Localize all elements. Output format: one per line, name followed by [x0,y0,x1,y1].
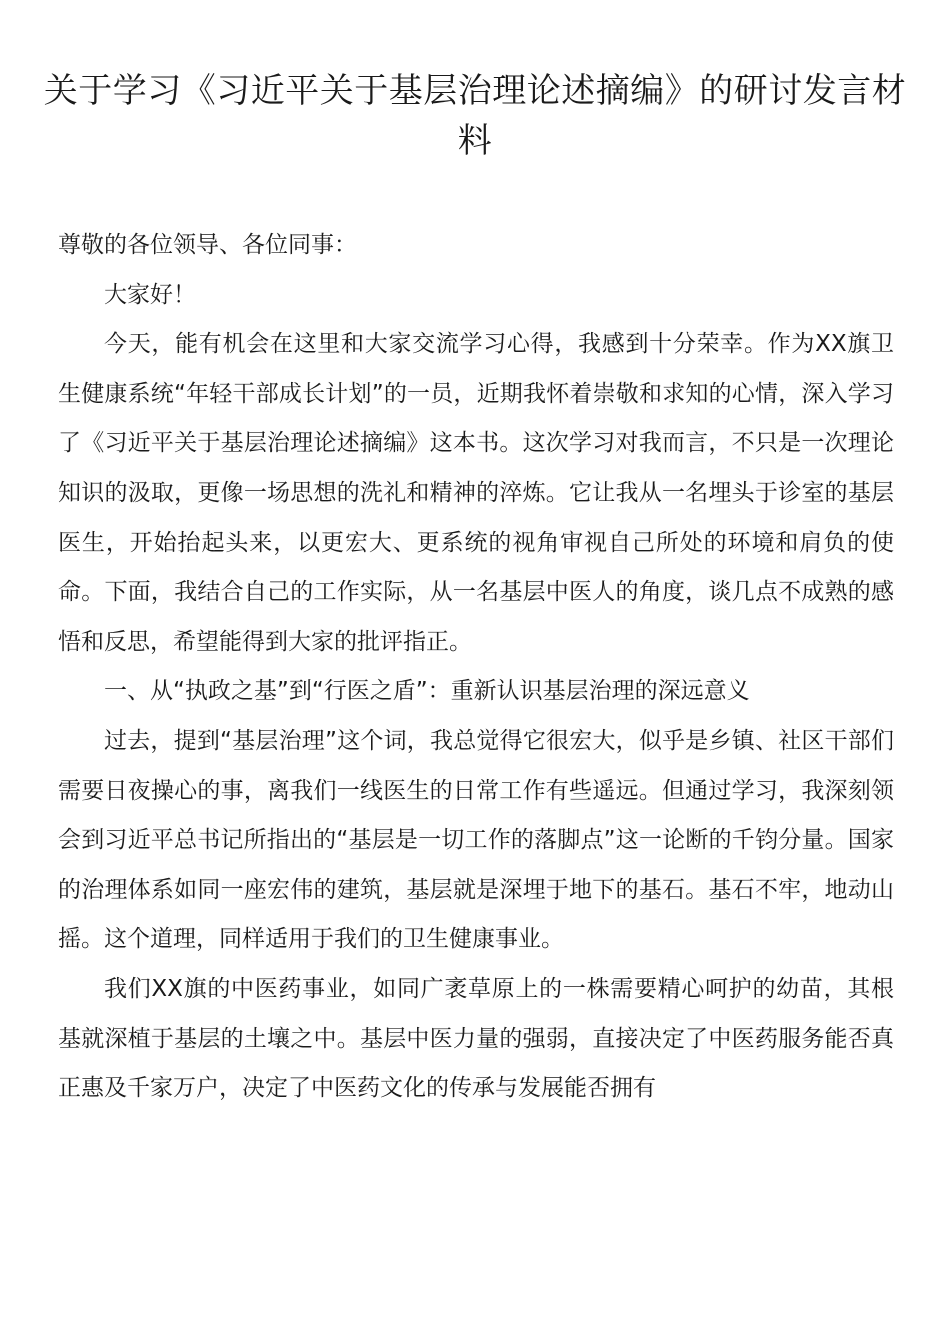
section-heading-1: 一、从“执政之基”到“行医之盾”：重新认识基层治理的深远意义 [104,678,750,705]
paragraph-section-1: 过去，提到“基层治理”这个词，我总觉得它很宏大，似乎是乡镇、社区干部们需要日夜操心的事，离我们一线医生的日常工作有些遥远。但通过学习，我深刻领会到习近平总书记所指出的“基层是一切工作的落脚点”这一论断的千钧分量。国家的治理体系如同一座宏伟的建筑，基层就是深埋于地下的基石。基石不牢，地动山摇。这个道理，同样适用于我们的卫生健康事业。 [58,727,894,953]
greeting: 大家好！ [104,281,196,308]
paragraph-intro: 今天，能有机会在这里和大家交流学习心得，我感到十分荣幸。作为XX旗卫生健康系统“年轻干部成长计划”的一员，近期我怀着崇敬和求知的心情，深入学习了《习近平关于基层治理论述摘编》这本书。这次学习对我而言，不只是一次理论知识的汲取，更像一场思想的洗礼和精神的淬炼。它让我从一名埋头于诊室的基层医生，开始抬起头来，以更宏大、更系统的视角审视自己所处的环境和肩负的使命。下面，我结合自己的工作实际，从一名基层中医人的角度，谈几点不成熟的感悟和反思，希望能得到大家的批评指正。 [58,331,894,655]
paragraph-section-1-continued: 我们XX旗的中医药事业，如同广袤草原上的一株需要精心呵护的幼苗，其根基就深植于基层的土壤之中。基层中医力量的强弱，直接决定了中医药服务能否真正惠及千家万户，决定了中医药文化的传承与发展能否拥有 [58,975,894,1102]
salutation: 尊敬的各位领导、各位同事： [58,232,357,258]
document-body [58,221,894,1114]
document-title: 关于学习《习近平关于基层治理论述摘编》的研讨发言材料 [43,71,907,161]
